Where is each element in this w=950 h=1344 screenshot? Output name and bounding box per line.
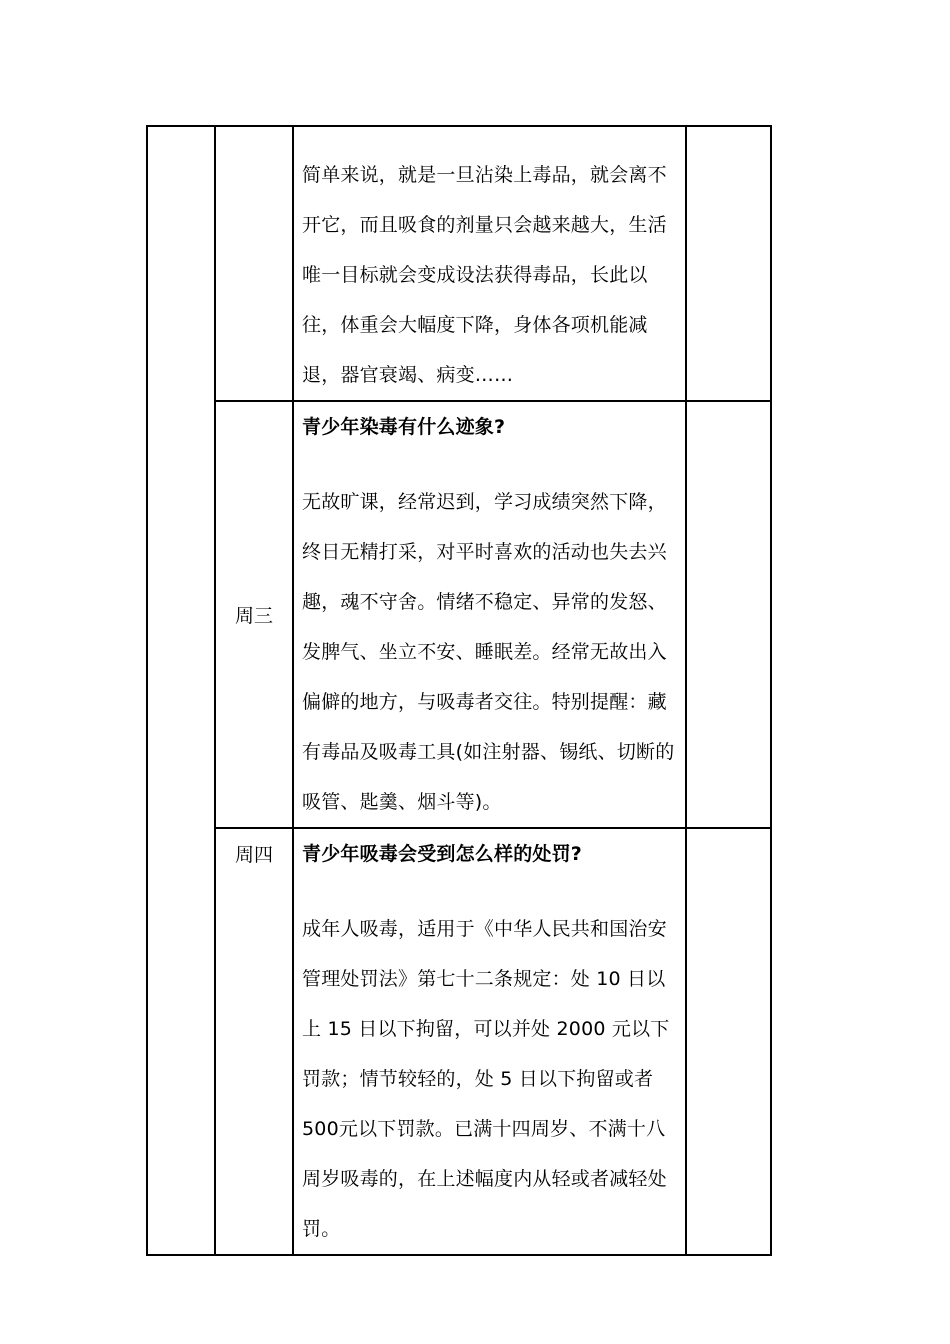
table-row	[147, 126, 771, 401]
content-cell	[293, 828, 686, 1255]
content-body: 成年人吸毒，适用于《中华人民共和国治安管理处罚法》第七十二条规定：处 10 日以上 15 日以下拘留，可以并处 2000 元以下罚款；情节较轻的，处 5 日以下拘留或者 500元以下罚款。已满十四周岁、不满十八周岁吸毒的，在上述幅度内从轻或者减轻处罚。	[302, 918, 670, 1240]
content-cell	[293, 126, 686, 401]
remarks-cell	[686, 401, 771, 828]
day-label: 周四	[234, 844, 273, 866]
content-cell	[293, 401, 686, 828]
day-label: 周三	[234, 605, 273, 627]
day-cell	[215, 401, 293, 828]
remarks-cell	[686, 126, 771, 401]
remarks-cell	[686, 828, 771, 1255]
day-cell	[215, 828, 293, 1255]
table-row	[147, 401, 771, 828]
content-body: 简单来说，就是一旦沾染上毒品，就会离不开它，而且吸食的剂量只会越来越大，生活唯一目标就会变成设法获得毒品，长此以往，体重会大幅度下降，身体各项机能减退，器官衰竭、病变……	[302, 164, 667, 386]
question-title: 青少年染毒有什么迹象?	[302, 416, 506, 438]
merged-left-cell	[147, 126, 215, 1255]
spacer	[302, 452, 679, 477]
spacer	[302, 879, 679, 904]
schedule-table	[146, 125, 772, 1256]
table-row	[147, 828, 771, 1255]
question-title: 青少年吸毒会受到怎么样的处罚?	[302, 843, 583, 865]
content-body: 无故旷课，经常迟到，学习成绩突然下降，终日无精打采，对平时喜欢的活动也失去兴趣，魂不守舍。情绪不稳定、异常的发怒、发脾气、坐立不安、睡眠差。经常无故出入偏僻的地方，与吸毒者交往。特别提醒：藏有毒品及吸毒工具(如注射器、锡纸、切断的吸管、匙羹、烟斗等)。	[302, 491, 675, 813]
day-cell-empty	[215, 126, 293, 401]
